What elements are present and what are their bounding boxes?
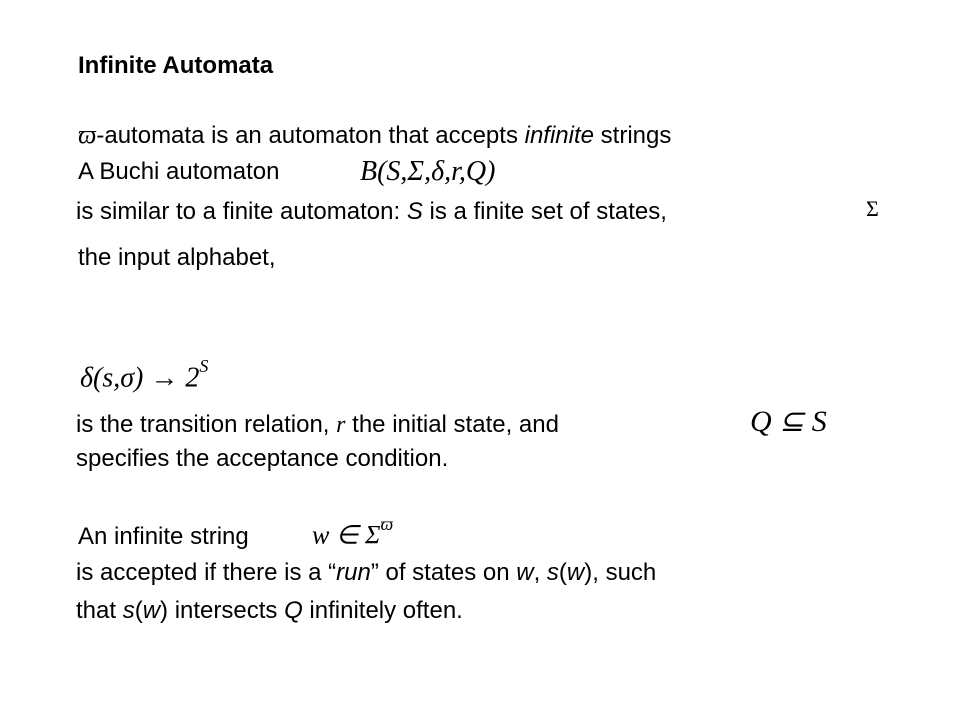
p10-w: w [142,597,161,624]
infinite-string-formula [312,514,394,551]
infinite-string-formula-main: w ∈ Σ [312,520,381,550]
p9-paren-open: ( [558,559,567,586]
p10-text-before: that [76,597,123,624]
omega-exponent: ϖ [380,514,394,534]
transition-formula-main: δ(s,σ) → 2 [80,362,200,394]
p9-paren-close: ), such [584,559,657,586]
buchi-formula: B(S,Σ,δ,r,Q) [360,156,496,187]
p10-text-after: infinitely often. [302,597,463,624]
p9-text-mid1: ” of states on [370,559,517,586]
p3-text-after: is a finite set of states, [422,198,667,225]
p9-s: s [546,559,559,586]
p2-text: A Buchi automaton [78,158,280,185]
p6-text-before: is the transition relation, [76,411,330,438]
p10-text-mid: ) intersects [160,597,285,624]
p10-s: s [122,597,135,624]
paragraph-intersects [76,597,463,625]
paragraph-accepted [76,559,656,587]
paragraph-similar [76,198,667,226]
p9-run: run [336,559,371,586]
paragraph-infinite-string: An infinite string [78,523,249,550]
p3-text-before: is similar to a finite automaton: [76,198,407,225]
q-subset-formula: Q ⊆ S [750,405,827,438]
paragraph-transition [76,411,559,439]
transition-exponent: S [199,356,209,376]
p6-text-after: the initial state, and [352,411,559,438]
p9-text-mid2: , [533,559,547,586]
paragraph-acceptance: specifies the acceptance condition. [76,445,449,472]
paragraph-omega-automata [78,120,671,150]
transition-formula [80,356,209,394]
p9-text-before: is accepted if there is a “ [76,559,337,586]
paragraph-input-alphabet: the input alphabet, [78,244,276,271]
p10-paren-open: ( [134,597,143,624]
p1-emphasis: infinite [524,122,594,149]
p9-w2: w [566,559,585,586]
omega-symbol: ϖ [78,120,97,149]
p3-s: S [406,198,423,225]
p10-q: Q [284,597,303,624]
p9-w1: w [516,559,534,586]
page-title: Infinite Automata [78,52,274,79]
p1-text-before: -automata is an automaton that accepts [96,122,525,149]
p1-text-after: strings [593,122,672,149]
paragraph-buchi [78,158,279,186]
p6-r: r [336,412,346,438]
sigma-symbol: Σ [866,196,879,221]
